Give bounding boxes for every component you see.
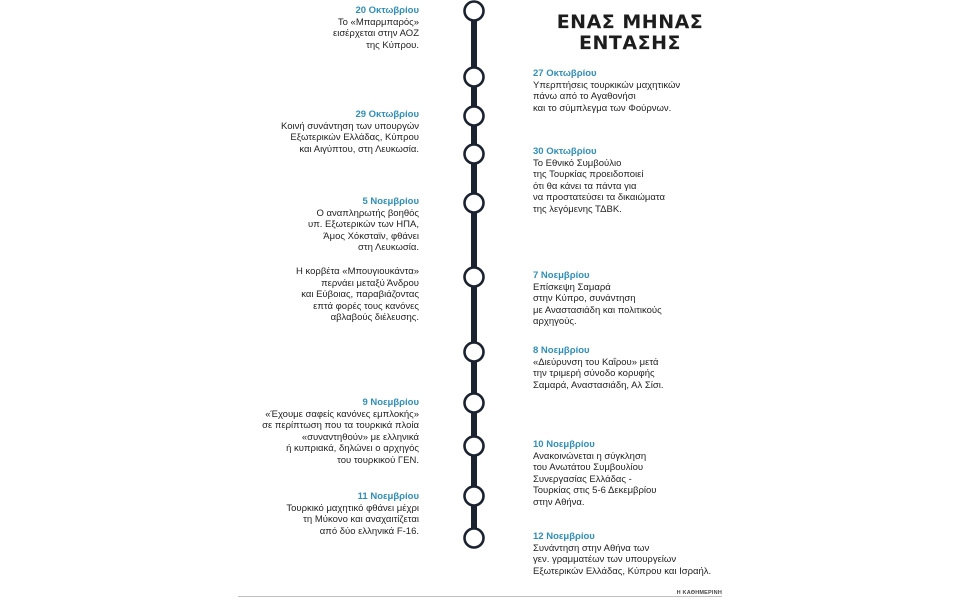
timeline-node bbox=[465, 194, 484, 213]
event-date: 8 Νοεμβρίου bbox=[533, 345, 590, 356]
event-date: 7 Νοεμβρίου bbox=[533, 270, 590, 281]
event-text: «Διεύρυνση του Καΐρου» μετά την τριμερή σύνοδο κορυφής Σαμαρά, Αναστασιάδη, Αλ Σίσι. bbox=[533, 356, 664, 391]
event-date: 12 Νοεμβρίου bbox=[533, 531, 595, 542]
event-date: 30 Οκτωβρίου bbox=[533, 146, 597, 157]
event-text: Το Εθνικό Συμβούλιο της Τουρκίας προειδοποιεί ότι θα κάνει τα πάντα για να προστατεύσει τα δικαιώματα της λεγόμενης ΤΔΒΚ. bbox=[533, 157, 666, 215]
event-9 bbox=[244, 397, 419, 466]
timeline-node bbox=[465, 107, 484, 126]
event-date: 20 Οκτωβρίου bbox=[355, 5, 419, 16]
event-11 bbox=[244, 491, 419, 537]
event-text: Ανακοινώνεται η σύγκληση του Ανωτάτου Συμβουλίου Συνεργασίας Ελλάδας - Τουρκίας στις 5-6 Δεκεμβρίου στην Αθήνα. bbox=[533, 450, 657, 508]
timeline-node bbox=[465, 394, 484, 413]
timeline-node bbox=[465, 145, 484, 164]
timeline-node bbox=[465, 2, 484, 21]
event-text: Το «Μπαρμπαρός» εισέρχεται στην ΑΟΖ της Κύπρου. bbox=[332, 16, 419, 51]
event-5 bbox=[244, 196, 419, 254]
timeline-node bbox=[465, 437, 484, 456]
title-line-1: ΕΝΑΣ ΜΗΝΑΣ bbox=[556, 11, 704, 33]
source-credit: Η ΚΑΘΗΜΕΡΙΝΗ bbox=[676, 590, 722, 596]
timeline-node bbox=[465, 529, 484, 548]
event-date: 5 Νοεμβρίου bbox=[362, 196, 419, 207]
event-10 bbox=[533, 439, 733, 508]
event-6 bbox=[244, 266, 419, 324]
footer-rule bbox=[238, 596, 722, 597]
timeline-node bbox=[465, 68, 484, 87]
event-12 bbox=[533, 531, 733, 577]
title-line-2: ΕΝΤΑΣΗΣ bbox=[579, 32, 681, 54]
event-date: 9 Νοεμβρίου bbox=[362, 397, 419, 408]
event-text: «Έχουμε σαφείς κανόνες εμπλοκής» σε περίπτωση που τα τουρκικά πλοία «συναντηθούν» με ελληνικά ή κυπριακά, δηλώνει ο αρχηγός του τουρκικού ΓΕΝ. bbox=[262, 408, 419, 466]
event-date: 10 Νοεμβρίου bbox=[533, 439, 595, 450]
event-text: Επίσκεψη Σαμαρά στην Κύπρο, συνάντηση με Αναστασιάδη και πολιτικούς αρχηγούς. bbox=[533, 281, 662, 327]
timeline-node bbox=[465, 343, 484, 362]
event-text: Τουρκικό μαχητικό φθάνει μέχρι τη Μύκονο και αναχαιτίζεται από δύο ελληνικά F-16. bbox=[286, 502, 419, 537]
event-date: 27 Οκτωβρίου bbox=[533, 68, 597, 79]
event-3 bbox=[244, 109, 419, 155]
timeline-node bbox=[465, 487, 484, 506]
event-text: Ο αναπληρωτής βοηθός υπ. Εξωτερικών των ΗΠΑ, Άμος Χόκσταϊν, φθάνει στη Λευκωσία. bbox=[308, 207, 419, 253]
timeline-node bbox=[465, 268, 484, 287]
event-7 bbox=[533, 270, 733, 328]
event-date: 11 Νοεμβρίου bbox=[357, 491, 419, 502]
event-8 bbox=[533, 345, 733, 391]
event-2 bbox=[533, 68, 733, 114]
event-text: Κοινή συνάντηση των υπουργών Εξωτερικών Ελλάδας, Κύπρου και Αιγύπτου, στη Λευκωσία. bbox=[280, 120, 419, 155]
event-4 bbox=[533, 146, 733, 215]
event-text: Υπερπτήσεις τουρκικών μαχητικών πάνω από το Αγαθονήσι και το σύμπλεγμα των Φούρνων. bbox=[533, 79, 681, 114]
event-text: Συνάντηση στην Αθήνα των γεν. γραμματέων των υπουργείων Εξωτερικών Ελλάδας, Κύπρου και Ισραήλ. bbox=[533, 542, 712, 577]
event-date: 29 Οκτωβρίου bbox=[355, 109, 419, 120]
diagram-title bbox=[540, 12, 720, 54]
event-text: Η κορβέτα «Μπουγιουκάντα» περνάει μεταξύ Άνδρου και Εύβοιας, παραβιάζοντας επτά φορές τους κανόνες αβλαβούς διέλευσης. bbox=[296, 266, 419, 323]
event-1 bbox=[244, 5, 419, 51]
